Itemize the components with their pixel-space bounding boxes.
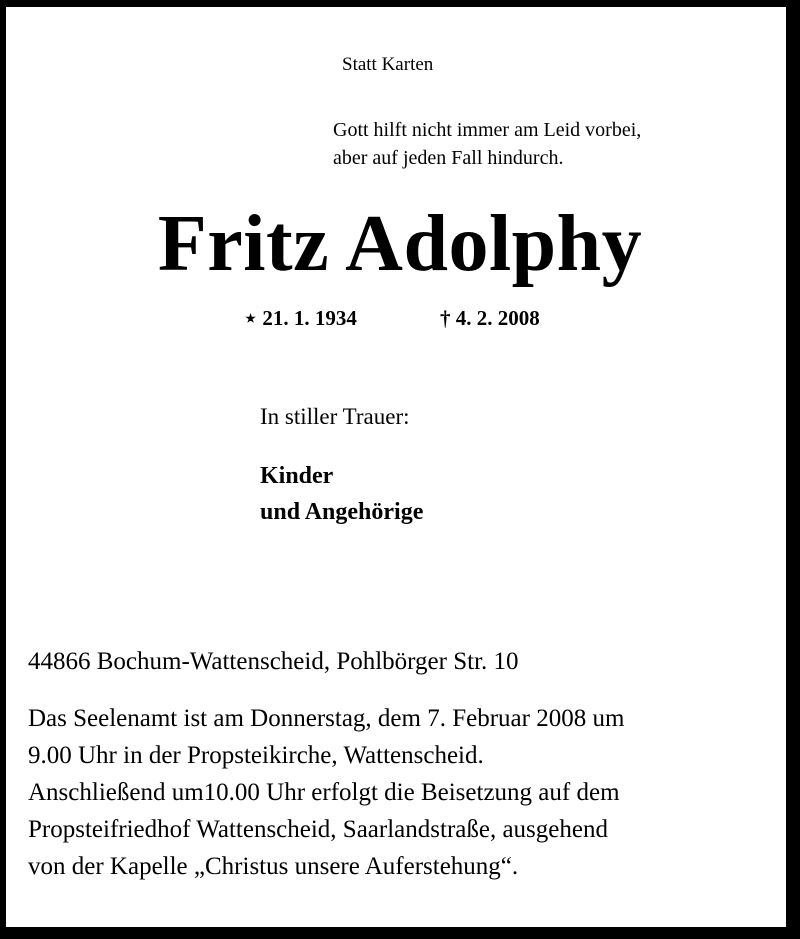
- statt-karten-heading: Statt Karten: [342, 54, 434, 75]
- service-details: [28, 700, 624, 885]
- birth-date: ⋆ 21. 1. 1934: [244, 306, 357, 330]
- service-details-line: 9.00 Uhr in der Propsteikirche, Wattenscheid.: [28, 742, 484, 769]
- family-address: 44866 Bochum-Wattenscheid, Pohlbörger Str. 10: [28, 648, 519, 675]
- motto-line: Gott hilft nicht immer am Leid vorbei,: [333, 119, 642, 141]
- mourners-list: [260, 458, 423, 530]
- service-details-line: Propsteifriedhof Wattenscheid, Saarlandstraße, ausgehend: [28, 816, 608, 843]
- deceased-name: Fritz Adolphy: [157, 200, 643, 288]
- service-details-line: Das Seelenamt ist am Donnerstag, dem 7. Februar 2008 um: [28, 705, 625, 732]
- service-details-line: Anschließend um10.00 Uhr erfolgt die Beisetzung auf dem: [28, 779, 620, 806]
- mourners-line: und Angehörige: [260, 499, 424, 525]
- motto-quote: [333, 116, 641, 172]
- service-details-line: von der Kapelle „Christus unsere Auferstehung“.: [28, 853, 519, 880]
- mourners-line: Kinder: [260, 463, 334, 489]
- death-date: † 4. 2. 2008: [440, 306, 540, 330]
- mourning-intro: In stiller Trauer:: [260, 404, 410, 429]
- motto-line: aber auf jeden Fall hindurch.: [333, 147, 564, 169]
